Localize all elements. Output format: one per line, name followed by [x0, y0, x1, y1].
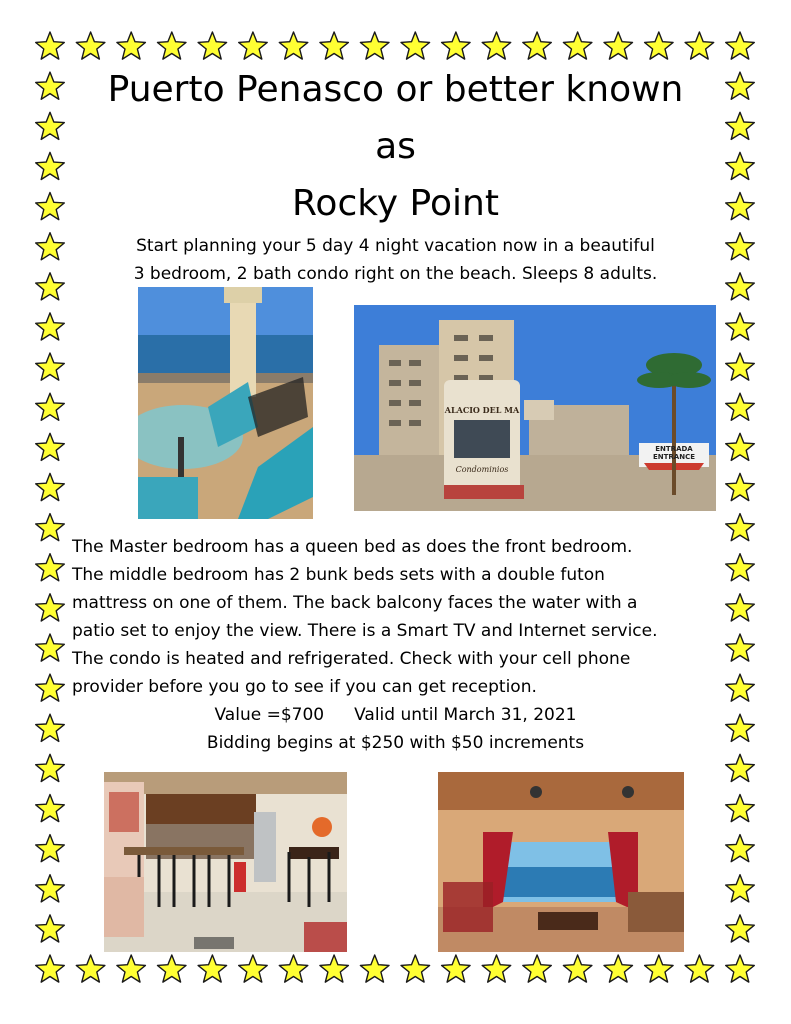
star-icon — [726, 313, 755, 340]
star-icon — [36, 433, 65, 460]
intro-line-1: Start planning your 5 day 4 night vacation now in a beautiful — [136, 236, 655, 256]
star-icon — [36, 754, 65, 781]
star-icon — [36, 473, 65, 500]
star-icon — [36, 674, 65, 701]
star-icon — [36, 714, 65, 741]
star-icon — [117, 32, 145, 59]
star-icon — [726, 473, 755, 500]
value-line — [80, 701, 711, 729]
star-icon — [726, 714, 755, 741]
star-icon — [36, 193, 65, 220]
star-icon — [360, 955, 389, 982]
building-sign-sub: Condominios — [455, 465, 509, 474]
building-photo — [354, 305, 716, 511]
star-icon — [76, 32, 105, 59]
star-icon — [36, 554, 65, 581]
star-icon — [563, 955, 592, 982]
star-icon — [36, 955, 65, 982]
star-icon — [360, 32, 389, 59]
star-icon — [726, 273, 755, 300]
star-icon — [36, 835, 65, 862]
star-icon — [726, 795, 755, 822]
description-line-3: mattress on one of them. The back balcony faces the water with a — [72, 593, 638, 613]
star-icon — [117, 955, 145, 982]
description-line-2: The middle bedroom has 2 bunk beds sets with a double futon — [72, 565, 605, 585]
description-line-5: The condo is heated and refrigerated. Check with your cell phone — [72, 649, 631, 669]
bidding-text: Bidding begins at $250 with $50 increments — [206, 733, 585, 753]
star-icon — [198, 955, 227, 982]
star-icon — [36, 152, 65, 179]
star-icon — [604, 32, 633, 59]
star-icon — [239, 32, 268, 59]
star-icon — [482, 32, 511, 59]
star-icon — [239, 955, 268, 982]
star-icon — [320, 32, 349, 59]
star-icon — [158, 32, 187, 59]
value-text: Value =$700 — [214, 705, 325, 725]
intro-text — [80, 232, 711, 288]
description-line-6: provider before you go to see if you can get reception. — [72, 677, 537, 697]
star-icon — [36, 32, 65, 59]
star-icon — [726, 233, 755, 260]
star-icon — [726, 112, 755, 139]
kitchen-photo — [104, 772, 347, 952]
star-icon — [685, 955, 714, 982]
star-icon — [523, 32, 552, 59]
star-icon — [36, 795, 65, 822]
star-icon — [36, 634, 65, 661]
star-icon — [726, 433, 755, 460]
star-icon — [442, 32, 471, 59]
star-icon — [645, 955, 674, 982]
star-icon — [36, 915, 65, 942]
title-line-3: Rocky Point — [292, 183, 499, 224]
entrance-sign — [640, 445, 708, 461]
star-icon — [36, 594, 65, 621]
star-icon — [726, 72, 755, 99]
entrance-sign-line-1: ENTRADA — [655, 445, 693, 453]
star-icon — [36, 353, 65, 380]
star-icon — [726, 754, 755, 781]
living-room-photo — [438, 772, 684, 952]
star-icon — [320, 955, 349, 982]
star-icon — [726, 193, 755, 220]
description — [72, 533, 732, 701]
star-icon — [198, 32, 227, 59]
star-icon — [726, 955, 755, 982]
star-icon — [726, 875, 755, 902]
star-icon — [685, 32, 714, 59]
star-icon — [36, 233, 65, 260]
star-icon — [726, 915, 755, 942]
star-icon — [604, 955, 633, 982]
star-icon — [36, 313, 65, 340]
title-line-2: as — [375, 126, 416, 167]
description-line-4: patio set to enjoy the view. There is a Smart TV and Internet service. — [72, 621, 658, 641]
star-icon — [726, 152, 755, 179]
balcony-photo — [138, 287, 313, 519]
star-icon — [279, 955, 308, 982]
star-icon — [76, 955, 105, 982]
title-line-1: Puerto Penasco or better known — [107, 69, 684, 110]
star-icon — [726, 32, 755, 59]
star-icon — [158, 955, 187, 982]
valid-text: Valid until March 31, 2021 — [354, 705, 577, 725]
star-icon — [36, 514, 65, 541]
star-icon — [36, 273, 65, 300]
star-icon — [36, 72, 65, 99]
star-icon — [726, 835, 755, 862]
star-icon — [401, 955, 430, 982]
star-icon — [401, 32, 430, 59]
star-icon — [645, 32, 674, 59]
star-icon — [482, 955, 511, 982]
entrance-sign-line-2: ENTRANCE — [653, 453, 695, 461]
star-icon — [279, 32, 308, 59]
building-sign-text: ALACIO DEL MA — [444, 405, 520, 415]
star-icon — [36, 112, 65, 139]
star-icon — [442, 955, 471, 982]
star-icon — [726, 353, 755, 380]
star-icon — [726, 393, 755, 420]
star-icon — [36, 875, 65, 902]
star-icon — [36, 393, 65, 420]
star-icon — [563, 32, 592, 59]
description-line-1: The Master bedroom has a queen bed as does the front bedroom. — [72, 537, 633, 557]
star-icon — [523, 955, 552, 982]
intro-line-2: 3 bedroom, 2 bath condo right on the beach. Sleeps 8 adults. — [133, 264, 658, 284]
